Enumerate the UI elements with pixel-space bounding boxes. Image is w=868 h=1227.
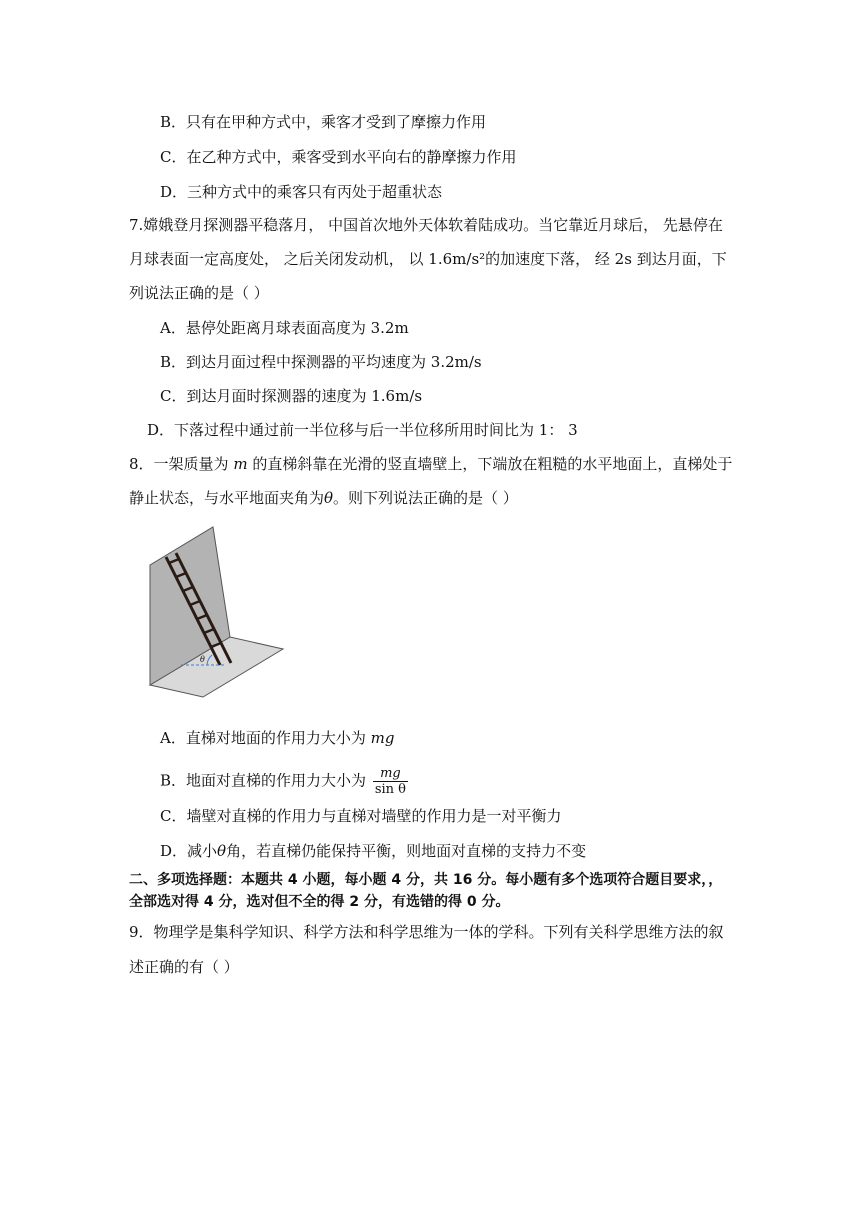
q7-option-b: B．到达月面过程中探测器的平均速度为 3.2m/s	[160, 353, 482, 371]
q6-option-c: C．在乙种方式中，乘客受到水平向右的静摩擦力作用	[160, 148, 517, 166]
q8-optB-numerator: mg	[373, 766, 408, 782]
q8-optD-theta: θ	[217, 842, 227, 860]
q7-option-a: A．悬停处距离月球表面高度为 3.2m	[160, 319, 409, 337]
q8-stem2-b: 。则下列说法正确的是（ ）	[333, 489, 518, 507]
q8-option-b	[160, 766, 408, 797]
q7-stem-line3: 列说法正确的是（ ）	[129, 284, 269, 302]
q8-optB-fraction	[373, 766, 408, 797]
q8-optA-mg: mg	[370, 729, 395, 747]
q6-option-b: B．只有在甲种方式中，乘客才受到了摩擦力作用	[160, 113, 487, 131]
q8-stem-line1	[129, 454, 732, 474]
q9-stem-line2: 述正确的有（ ）	[129, 958, 239, 976]
q8-stem1-b: 的直梯斜靠在光滑的竖直墙壁上，下端放在粗糙的水平地面上，直梯处于	[247, 455, 733, 473]
q8-stem2-a: 静止状态，与水平地面夹角为	[129, 489, 325, 507]
q8-optA-text: A．直梯对地面的作用力大小为	[160, 729, 371, 747]
q8-option-c: C．墙壁对直梯的作用力与直梯对墙壁的作用力是一对平衡力	[160, 807, 562, 825]
q8-stem2-theta: θ	[324, 489, 334, 507]
section2-heading-line1: 二、多项选择题：本题共 4 小题，每小题 4 分，共 16 分。每小题有多个选项符合题目要求，，	[129, 872, 723, 888]
q8-stem1-m: m	[233, 455, 248, 473]
ladder-figure	[145, 525, 285, 710]
q8-option-a	[160, 728, 394, 748]
q8-stem-line2	[129, 488, 518, 508]
q8-optD-a: D．减小	[160, 842, 218, 860]
q8-optB-text: B．地面对直梯的作用力大小为	[160, 771, 367, 790]
q7-option-d: D．下落过程中通过前一半位移与后一半位移所用时间比为 1： 3	[147, 421, 578, 439]
q8-optD-b: 角，若直梯仍能保持平衡，则地面对直梯的支持力不变	[226, 842, 587, 860]
figure-theta-label: θ	[200, 655, 205, 664]
q6-option-d: D．三种方式中的乘客只有丙处于超重状态	[160, 183, 443, 201]
q7-stem-line1: 7.嫦娥登月探测器平稳落月， 中国首次地外天体软着陆成功。当它靠近月球后， 先悬停在	[129, 216, 723, 234]
q8-option-d	[160, 841, 586, 861]
q8-stem1-a: 8．一架质量为	[129, 455, 234, 473]
q7-option-c: C．到达月面时探测器的速度为 1.6m/s	[160, 387, 423, 405]
q9-stem-line1: 9．物理学是集科学知识、科学方法和科学思维为一体的学科。下列有关科学思维方法的叙	[129, 923, 724, 941]
q8-optB-denominator: sin θ	[374, 782, 406, 797]
section2-heading-line2: 全部选对得 4 分，选对但不全的得 2 分，有选错的得 0 分。	[129, 894, 510, 910]
q7-stem-line2: 月球表面一定高度处， 之后关闭发动机， 以 1.6m/s²的加速度下落， 经 2s 到达月面，下	[129, 250, 727, 268]
